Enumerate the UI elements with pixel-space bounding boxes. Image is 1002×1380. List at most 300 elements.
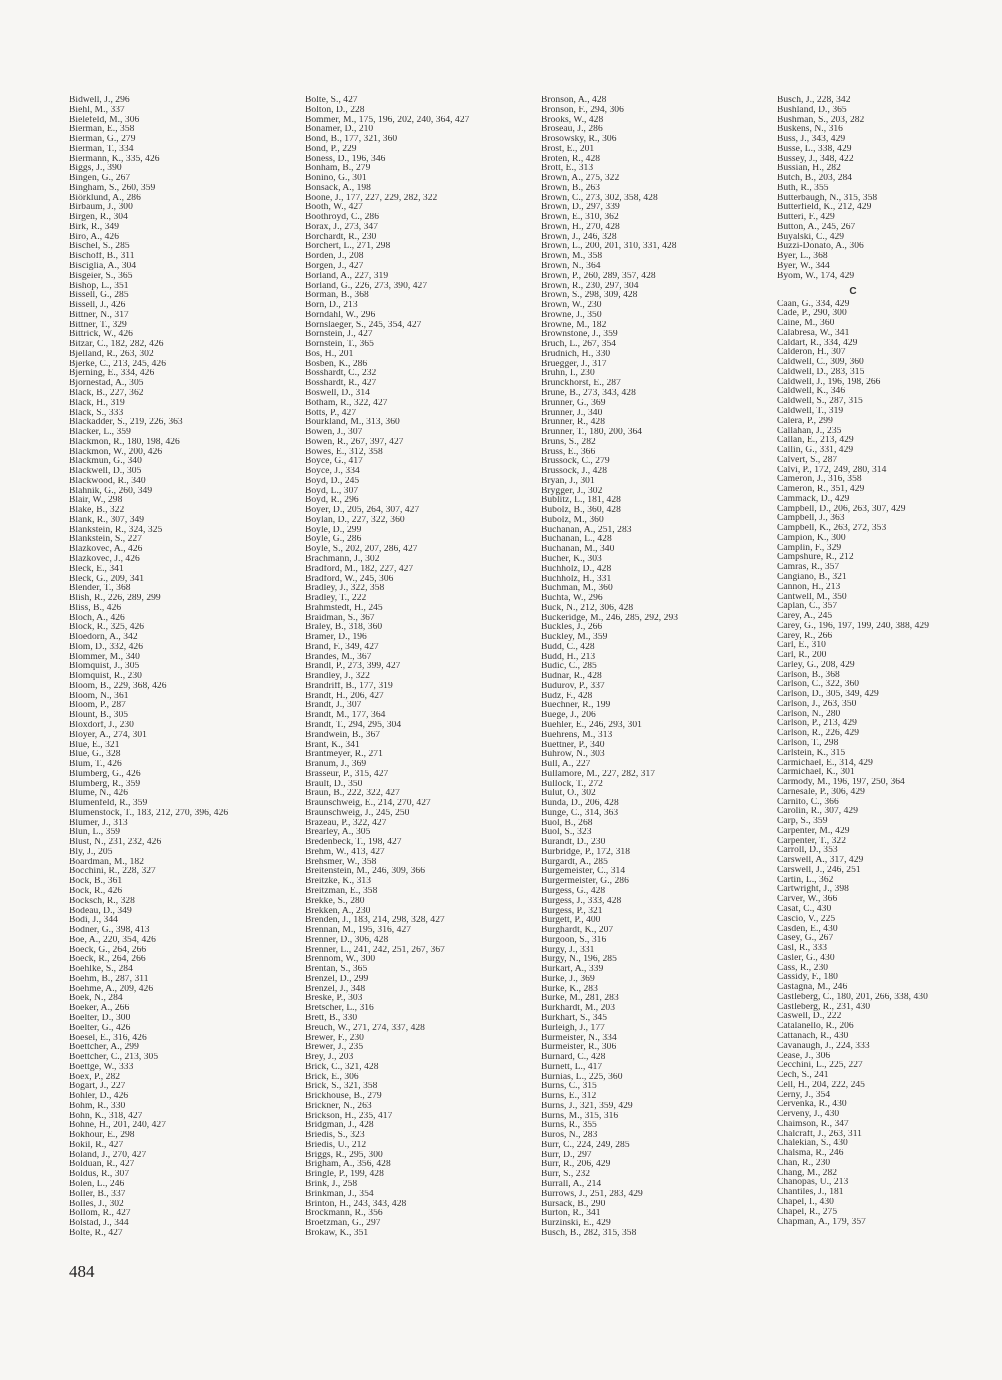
index-entry: Carlson, P., 213, 429: [777, 719, 857, 729]
index-entry: Bodner, G., 398, 413: [69, 926, 150, 936]
index-entry: Brehm, W., 413, 427: [305, 847, 385, 857]
index-entry: Buchholz, H., 331: [541, 574, 612, 584]
index-entry: Carey, R., 266: [777, 631, 833, 641]
index-entry: Blank, R., 307, 349: [69, 515, 145, 525]
index-entry: Bringle, P., 199, 428: [305, 1170, 384, 1180]
index-entry: Caldwell, C., 309, 360: [777, 358, 864, 368]
index-entry: Camplin, F., 329: [777, 543, 842, 553]
index-entry: Brewer, J., 235: [305, 1043, 364, 1053]
index-entry: Cerveny, J., 430: [777, 1110, 840, 1120]
index-entry: Casey, G., 267: [777, 934, 834, 944]
index-entry: Brekken, A., 230: [305, 906, 371, 916]
index-entry: Catalanello, R., 206: [777, 1022, 854, 1032]
index-entry: Bronson, A., 428: [541, 96, 607, 105]
index-entry: Broetzman, G., 297: [305, 1219, 381, 1229]
index-entry: Brown, H., 270, 428: [541, 222, 620, 232]
index-entry: Brown, S., 298, 309, 428: [541, 291, 638, 301]
index-entry: Brudnich, H., 330: [541, 349, 611, 359]
index-entry: Burandt, D., 230: [541, 838, 606, 848]
index-entry: Boe, A., 220, 354, 426: [69, 935, 156, 945]
index-entry: Budd, C., 428: [541, 642, 595, 652]
index-entry: Bittrick, W., 426: [69, 330, 133, 340]
index-entry: Bolles, J., 302: [69, 1199, 124, 1209]
index-entry: Bjerke, C., 213, 245, 426: [69, 359, 167, 369]
index-entry: Bokhour, E., 298: [69, 1131, 135, 1141]
index-entry: Calera, P., 299: [777, 416, 833, 426]
index-entry: Bloch, A., 426: [69, 613, 125, 623]
index-entry: Bushman, S., 203, 282: [777, 115, 865, 125]
index-entry: Carver, W., 366: [777, 895, 838, 905]
index-entry: Cease, J., 306: [777, 1051, 831, 1061]
index-entry: Burgy, N., 196, 285: [541, 955, 617, 965]
index-entry: Blair, W., 298: [69, 496, 123, 506]
index-entry: Burghardt, K., 207: [541, 926, 614, 936]
index-entry: Blackadder, S., 219, 226, 363: [69, 418, 183, 428]
index-entry: Brasseur, P., 315, 427: [305, 769, 389, 779]
index-entry: Carmichael, K., 301: [777, 768, 855, 778]
index-entry: Burgy, J., 331: [541, 945, 595, 955]
index-entry: Blackwell, D., 305: [69, 467, 142, 477]
index-entry: Buchanan, M., 340: [541, 545, 615, 555]
index-entry: Brandt, T., 294, 295, 304: [305, 721, 402, 730]
index-entry: Bourkland, M., 313, 360: [305, 418, 400, 428]
index-entry: Brazeau, P., 322, 427: [305, 818, 387, 828]
index-entry: Bischoff, B., 311: [69, 252, 135, 262]
index-entry: Busse, L., 338, 429: [777, 144, 852, 154]
index-entry: Burrall, A., 214: [541, 1179, 602, 1189]
index-entry: Calvi, P., 172, 249, 280, 314: [777, 465, 887, 475]
index-entry: Blumenfeld, R., 359: [69, 799, 148, 809]
index-entry: Burgess, P., 321: [541, 906, 603, 916]
index-entry: Brandl, P., 273, 399, 427: [305, 662, 401, 672]
index-entry: Cavanaugh, J., 224, 333: [777, 1041, 870, 1051]
index-entry: Bosshardt, C., 232: [305, 369, 377, 379]
index-entry: Bullamore, M., 227, 282, 317: [541, 769, 656, 779]
index-entry: Blake, B., 322: [69, 506, 125, 516]
index-entry: Blust, N., 231, 232, 426: [69, 838, 162, 848]
index-entry: Brickson, H., 235, 417: [305, 1111, 393, 1121]
index-entry: Callin, G., 331, 429: [777, 446, 854, 456]
index-entry: Brown, M., 358: [541, 252, 603, 262]
index-entry: Caldwell, S., 287, 315: [777, 397, 863, 407]
index-entry: Chalcraft, J., 263, 311: [777, 1129, 862, 1139]
index-entry: Brown, N., 364: [541, 262, 601, 272]
index-entry: Bridgman, J., 428: [305, 1121, 374, 1131]
index-entry: Carl, R., 200: [777, 651, 827, 661]
index-entry: Carmichael, E., 314, 429: [777, 758, 873, 768]
index-entry: Burnias, L., 225, 360: [541, 1072, 623, 1082]
index-entry: Borchardt, R., 230: [305, 232, 377, 242]
index-entry: Birk, R., 349: [69, 222, 120, 232]
page-number: 484: [69, 1262, 95, 1281]
index-entry: Bredenbeck, T., 198, 427: [305, 838, 402, 848]
index-entry: Bosben, K., 286: [305, 359, 368, 369]
index-entry: Carlson, D., 305, 349, 429: [777, 690, 879, 700]
index-entry: Bolte, S., 427: [305, 96, 358, 105]
index-entry: Cameron, R., 351, 429: [777, 485, 865, 495]
index-entry: Brett, B., 330: [305, 1013, 358, 1023]
index-entry: Bradley, T., 222: [305, 594, 367, 604]
index-entry: Carmody, M., 196, 197, 250, 364: [777, 778, 905, 788]
index-entry: Bingham, S., 260, 359: [69, 183, 156, 193]
index-entry: Brownstone, J., 359: [541, 330, 618, 340]
index-entry: Carey, A., 245: [777, 612, 833, 622]
index-entry: Bulut, O., 302: [541, 789, 596, 799]
index-entry: Buckeridge, M., 246, 285, 292, 293: [541, 613, 679, 623]
index-entry: Braunschweig, E., 214, 270, 427: [305, 799, 431, 809]
index-entry: Casl, R., 333: [777, 944, 828, 954]
index-entry: Bruhn, I., 230: [541, 369, 595, 379]
index-entry: Bliss, B., 426: [69, 603, 122, 613]
index-entry: Burke, J., 369: [541, 974, 595, 984]
index-entry: Bowen, J., 307: [305, 428, 363, 438]
index-entry: Blish, R., 226, 289, 299: [69, 594, 161, 604]
index-entry: Brussock, C., 279: [541, 457, 610, 467]
index-entry: Brandriff, B., 177, 319: [305, 681, 393, 691]
index-entry: Black, B., 227, 362: [69, 388, 144, 398]
index-entry: Borland, A., 227, 319: [305, 271, 389, 281]
index-entry: Brandley, J., 322: [305, 672, 370, 682]
index-entry: Budic, C., 285: [541, 662, 597, 672]
index-entry: Bowen, R., 267, 397, 427: [305, 437, 404, 447]
index-entry: Breske, P., 303: [305, 994, 363, 1004]
index-entry: Boesel, E., 316, 426: [69, 1033, 147, 1043]
index-entry: Burgett, P., 400: [541, 916, 601, 926]
index-entry: Bubolz, M., 360: [541, 515, 604, 525]
index-entry: Biermann, K., 335, 426: [69, 154, 160, 164]
index-entry: Boller, B., 337: [69, 1189, 126, 1199]
index-entry: Bosshardt, R., 427: [305, 379, 377, 389]
index-entry: Bramer, D., 196: [305, 633, 367, 643]
index-entry: Boland, J., 270, 427: [69, 1150, 147, 1160]
index-entry: Bingen, G., 267: [69, 174, 131, 184]
index-entry: Butch, B., 203, 284: [777, 174, 853, 184]
index-entry: Buck, N., 212, 306, 428: [541, 603, 634, 613]
index-entry: Brygger, J., 302: [541, 486, 603, 496]
index-entry: Cannon, H., 213: [777, 582, 841, 592]
index-entry: Blume, N., 426: [69, 789, 129, 799]
index-entry: Burgardt, A., 285: [541, 857, 608, 867]
index-entry: Burke, M., 281, 283: [541, 994, 619, 1004]
index-entry: Chantiles, J., 181: [777, 1188, 844, 1198]
index-entry: Budnar, R., 428: [541, 672, 602, 682]
index-entry: Breitzke, K., 313: [305, 877, 372, 887]
index-entry: Bishop, L., 351: [69, 281, 129, 291]
index-entry: Budurov, P., 337: [541, 681, 605, 691]
index-entry: Carlson, N., 280: [777, 709, 841, 719]
index-entry: Boelter, D., 300: [69, 1013, 131, 1023]
index-entry: Burgermeister, G., 286: [541, 877, 629, 887]
index-entry: Bierman, E., 358: [69, 125, 135, 135]
index-entry: Carpenter, M., 429: [777, 826, 850, 836]
index-entry: Busch, J., 228, 342: [777, 96, 851, 105]
index-entry: Bond, B., 177, 321, 360: [305, 135, 398, 145]
index-entry: Cervenka, R., 430: [777, 1100, 847, 1110]
index-entry: Bischel, S., 285: [69, 242, 130, 252]
index-entry: Butteri, F., 429: [777, 213, 835, 223]
index-entry: Bitzar, C., 182, 282, 426: [69, 340, 164, 350]
index-entry: Bonamer, D., 210: [305, 125, 374, 135]
index-entry: Brinkman, J., 354: [305, 1189, 374, 1199]
index-entry: Braidman, S., 367: [305, 613, 375, 623]
index-entry: Boehlke, S., 284: [69, 965, 133, 975]
index-entry: Brick, E., 306: [305, 1072, 359, 1082]
index-entry: Burkhart, S., 345: [541, 1013, 608, 1023]
index-entry: Burnard, C., 428: [541, 1053, 606, 1063]
index-entry: Carl, E., 310: [777, 641, 826, 651]
index-entry: Blazkovec, A., 426: [69, 545, 143, 555]
index-entry: Buckley, M., 359: [541, 633, 608, 643]
index-entry: Brentan, S., 365: [305, 965, 368, 975]
index-entry: Boyce, G., 417: [305, 457, 363, 467]
index-entry: Carlson, J., 263, 350: [777, 699, 857, 709]
index-entry: Castagna, M., 246: [777, 983, 848, 993]
index-entry: Born, D., 213: [305, 301, 358, 311]
index-entry: Cell, H., 204, 222, 245: [777, 1080, 865, 1090]
index-entry: Boek, N., 284: [69, 994, 123, 1004]
index-entry: Brott, E., 313: [541, 164, 594, 174]
index-entry: Caswell, D., 222: [777, 1012, 842, 1022]
index-entry: Bloyer, A., 274, 301: [69, 730, 147, 740]
index-entry: Briedis, S., 323: [305, 1131, 365, 1141]
index-entry: Bronson, F., 294, 306: [541, 105, 624, 115]
index-entry: Bittner, T., 329: [69, 320, 127, 330]
index-entry: Burton, R., 341: [541, 1209, 601, 1219]
index-entry: Cameron, J., 316, 358: [777, 475, 862, 485]
index-entry: Brickner, N., 263: [305, 1101, 372, 1111]
index-entry: Brandt, H., 206, 427: [305, 691, 384, 701]
index-entry: Brown, B., 263: [541, 183, 601, 193]
index-entry: Bohne, H., 201, 240, 427: [69, 1121, 166, 1131]
index-entry: Boyce, J., 334: [305, 467, 360, 477]
index-entry: Bissell, J., 426: [69, 301, 126, 311]
index-entry: Burr, D., 297: [541, 1150, 592, 1160]
index-entry: Boone, J., 177, 227, 229, 282, 322: [305, 193, 438, 203]
index-entry: Cass, R., 230: [777, 963, 829, 973]
index-entry: Cecchini, L., 225, 227: [777, 1061, 863, 1071]
index-entry: Briedis, U., 212: [305, 1140, 367, 1150]
index-entry: Brekke, S., 280: [305, 896, 365, 906]
index-entry: Brandt, M., 177, 364: [305, 711, 386, 721]
index-entry: Bruns, S., 282: [541, 437, 596, 447]
index-entry: Campbell, J., 363: [777, 514, 845, 524]
index-entry: Bussey, J., 348, 422: [777, 154, 854, 164]
index-entry: Blender, T., 368: [69, 584, 131, 594]
index-entry: Boeck, R., 264, 266: [69, 955, 146, 965]
index-entry: Boettcher, C., 213, 305: [69, 1053, 159, 1063]
index-entry: Borgen, J., 427: [305, 262, 364, 272]
index-entry: Carley, G., 208, 429: [777, 660, 855, 670]
index-entry: Button, A., 245, 267: [777, 222, 856, 232]
index-entry: Carpenter, T., 322: [777, 836, 847, 846]
index-entry: Brown, P., 260, 289, 357, 428: [541, 271, 656, 281]
index-entry: Breuch, W., 271, 274, 337, 428: [305, 1023, 425, 1033]
index-entry: Cech, S., 241: [777, 1071, 829, 1081]
index-entry: Bussian, H., 282: [777, 164, 841, 174]
index-entry: Buol, B., 268: [541, 818, 593, 828]
index-entry: Bleck, G., 209, 341: [69, 574, 145, 584]
index-entry: Brunckhorst, E., 287: [541, 379, 621, 389]
index-entry: Buckles, J., 266: [541, 623, 603, 633]
index-entry: Brooks, W., 428: [541, 115, 604, 125]
index-entry: Bullock, T., 272: [541, 779, 603, 789]
index-entry: Carswell, J., 246, 251: [777, 865, 861, 875]
index-entry: Bohler, D., 426: [69, 1092, 129, 1102]
index-entry: Bonsack, A., 198: [305, 183, 371, 193]
index-entry: Cantwell, M., 350: [777, 592, 847, 602]
index-entry: Campbell, D., 206, 263, 307, 429: [777, 504, 906, 514]
index-entry: Bruch, L., 267, 354: [541, 340, 617, 350]
index-entry: Bierman, T., 334: [69, 144, 134, 154]
index-entry: Block, R., 325, 426: [69, 623, 145, 633]
index-entry: Caplan, C., 357: [777, 602, 838, 612]
index-entry: Bunda, D., 206, 428: [541, 799, 619, 809]
index-entry: Butterbaugh, N., 315, 358: [777, 193, 878, 203]
index-entry: Burgess, J., 333, 428: [541, 896, 622, 906]
index-entry: Boex, P., 282: [69, 1072, 121, 1082]
index-entry: Brault, D., 350: [305, 779, 363, 789]
index-entry: Burzinski, E., 429: [541, 1219, 611, 1229]
index-entry: Burr, R., 206, 429: [541, 1160, 611, 1170]
index-entry: Caine, M., 360: [777, 319, 835, 329]
index-entry: Carey, G., 196, 197, 199, 240, 388, 429: [777, 621, 930, 631]
index-entry: Blumenstock, T., 183, 212, 270, 396, 426: [69, 808, 229, 818]
index-entry: Biro, A., 426: [69, 232, 120, 242]
index-entry: Campshure, R., 212: [777, 553, 854, 563]
index-entry: Bohn, K., 318, 427: [69, 1111, 143, 1121]
index-entry: Cattanach, R., 430: [777, 1031, 849, 1041]
index-entry: Bolton, D., 228: [305, 105, 365, 115]
index-entry: Casler, G., 430: [777, 953, 835, 963]
index-entry: Chalekian, S., 430: [777, 1139, 848, 1149]
index-entry: Bradford, W., 245, 306: [305, 574, 394, 584]
index-entry: Chanopas, U., 213: [777, 1178, 849, 1188]
index-entry: Bolstad, J., 344: [69, 1219, 129, 1229]
index-entry: Burns, E., 312: [541, 1092, 597, 1102]
index-entry: Brockmann, R., 356: [305, 1209, 383, 1219]
index-entry: Blun, L., 359: [69, 828, 121, 838]
index-entry: Bloom, B., 229, 368, 426: [69, 681, 167, 691]
index-entry: Burmeister, R., 306: [541, 1043, 617, 1053]
index-entry: Burns, C., 315: [541, 1082, 597, 1092]
index-entry: Brokaw, K., 351: [305, 1228, 369, 1238]
index-entry: Bodeau, D., 349: [69, 906, 132, 916]
index-entry: Blazkovec, J., 426: [69, 554, 140, 564]
index-entry: Bjornestad, A., 305: [69, 379, 144, 389]
index-entry: Bielefeld, M., 306: [69, 115, 140, 125]
index-entry: Bloedorn, A., 342: [69, 633, 138, 643]
index-entry: Boettge, W., 333: [69, 1062, 134, 1072]
index-entry: Camras, R., 357: [777, 563, 840, 573]
index-entry: Caan, G., 334, 429: [777, 299, 850, 309]
index-entry: Buege, J., 206: [541, 711, 596, 721]
index-entry: Brigham, A., 356, 428: [305, 1160, 391, 1170]
index-entry: Blackmon, R., 180, 198, 426: [69, 437, 180, 447]
index-entry: Bond, P., 229: [305, 144, 357, 154]
index-entry: Cammack, D., 429: [777, 494, 850, 504]
index-entry: Blankstein, S., 227: [69, 535, 142, 545]
index-entry: Boyd, D., 245: [305, 476, 360, 486]
index-entry: Bublitz, L., 181, 428: [541, 496, 621, 506]
index-entry: Bjelland, R., 263, 302: [69, 349, 154, 359]
index-entry: Campbell, K., 263, 272, 353: [777, 524, 887, 534]
index-entry: Budz, F., 428: [541, 691, 593, 701]
index-entry: Boyd, R., 296: [305, 496, 359, 506]
index-entry: Cassidy, F., 180: [777, 973, 838, 983]
index-entry: Boldus, R., 307: [69, 1170, 130, 1180]
index-entry: Brink, J., 258: [305, 1179, 358, 1189]
index-entry: Chang, M., 282: [777, 1168, 838, 1178]
index-entry: Brandwein, B., 367: [305, 730, 381, 740]
index-entry: Boeker, A., 266: [69, 1004, 130, 1014]
index-entry: Carlson, B., 368: [777, 670, 840, 680]
index-entry: Borax, J., 273, 347: [305, 222, 378, 232]
index-entry: Bisciglia, A., 304: [69, 262, 137, 272]
index-entry: Bloom, P., 287: [69, 701, 126, 711]
index-entry: Bolte, R., 427: [69, 1228, 123, 1238]
index-entry: Blommer, M., 340: [69, 652, 140, 662]
index-entry: Biggs, J., 390: [69, 164, 122, 174]
index-entry: Casden, E., 430: [777, 924, 838, 934]
index-entry: Bryan, J., 301: [541, 476, 595, 486]
index-entry: Borman, B., 368: [305, 291, 369, 301]
index-entry: Black, S., 333: [69, 408, 124, 418]
index-entry: Cerny, J., 354: [777, 1090, 831, 1100]
index-entry: Buchman, M., 360: [541, 584, 613, 594]
index-entry: Brehsmer, W., 358: [305, 857, 377, 867]
index-entry: Brandt, J., 307: [305, 701, 362, 711]
index-entry: Brachmann, J., 302: [305, 554, 380, 564]
index-entry: Bocchini, R., 228, 327: [69, 867, 156, 877]
index-entry: Burnett, L., 417: [541, 1062, 603, 1072]
index-entry: Burgess, G., 428: [541, 887, 606, 897]
index-entry: Bollom, R., 427: [69, 1209, 131, 1219]
index-entry: Boothroyd, C., 286: [305, 213, 380, 223]
index-entry: Bradford, M., 182, 227, 427: [305, 564, 414, 574]
index-entry: Caldwell, T., 319: [777, 406, 844, 416]
index-entry: Chapman, A., 179, 357: [777, 1217, 866, 1227]
index-entry: Boswell, D., 314: [305, 388, 370, 398]
index-entry: Bornstein, J., 427: [305, 330, 373, 340]
index-entry: Buth, R., 355: [777, 183, 829, 193]
index-entry: Calvert, S., 287: [777, 455, 838, 465]
index-entry: Buchta, W., 296: [541, 594, 603, 604]
index-entry: Borden, J., 208: [305, 252, 364, 262]
index-entry: Brown, D., 297, 339: [541, 203, 620, 213]
index-entry: Caldwell, J., 196, 198, 266: [777, 377, 881, 387]
index-entry: Borchert, L., 271, 298: [305, 242, 391, 252]
index-entry: Caldwell, K., 346: [777, 387, 846, 397]
index-entry: Brick, C., 321, 428: [305, 1062, 379, 1072]
index-entry: Carolin, R., 307, 429: [777, 807, 859, 817]
index-entry: Chan, R., 230: [777, 1158, 831, 1168]
index-entry: Campion, K., 300: [777, 533, 846, 543]
index-entry: Buyalski, C., 429: [777, 232, 845, 242]
index-entry: Callahan, J., 235: [777, 426, 842, 436]
index-entry: Brickhouse, B., 279: [305, 1092, 382, 1102]
index-entry: Callan, E., 213, 429: [777, 436, 854, 446]
index-entry: Bubolz, B., 360, 428: [541, 506, 621, 516]
index-entry: Blacker, L., 359: [69, 428, 131, 438]
index-entry: Browne, J., 350: [541, 310, 602, 320]
index-entry: Bittner, N., 317: [69, 310, 129, 320]
index-entry: Blum, T., 426: [69, 760, 122, 770]
index-entry: Bogart, J., 227: [69, 1082, 126, 1092]
index-entry: Calderon, H., 307: [777, 348, 846, 358]
index-entry: Buskens, N., 316: [777, 125, 843, 135]
index-entry: Brennan, M., 195, 316, 427: [305, 926, 412, 936]
index-entry: Black, H., 319: [69, 398, 125, 408]
